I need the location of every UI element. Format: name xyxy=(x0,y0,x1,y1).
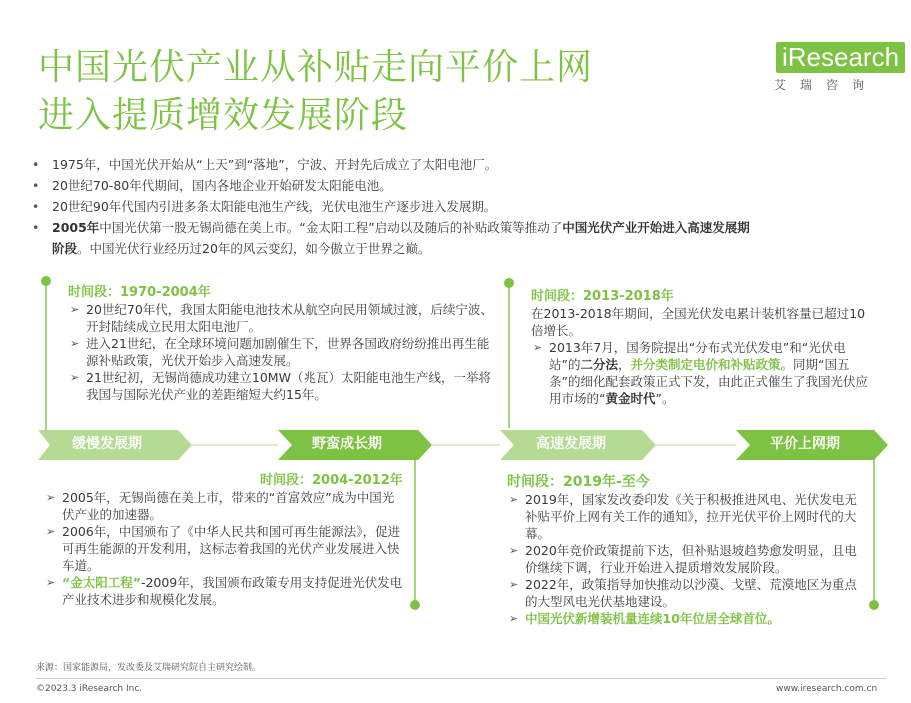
page-title xyxy=(38,44,698,140)
phase-1970-2004 xyxy=(68,284,500,403)
logo-cn: 艾瑞咨询 xyxy=(774,78,879,92)
phase-lead: 在2013-2018年期间，全国光伏发电累计装机容量已超过10倍增长。 xyxy=(531,306,866,338)
phase-emphasis: 二分法 xyxy=(580,357,618,372)
title-line-2: 进入提质增效发展阶段 xyxy=(38,95,409,136)
iresearch-logo xyxy=(770,40,900,98)
source-note: 来源：国家能源局，发改委及艾瑞研究院自主研究绘制。 xyxy=(36,663,262,673)
dot-3 xyxy=(504,278,514,288)
phase-item: ➢ 2019年，国家发改委印发《关于积极推进风电、光伏发电无补贴平价上网有关工作的通知》，拉开光伏平价上网时代的大幕。 xyxy=(507,491,859,542)
dot-1 xyxy=(41,276,51,286)
phase-item: ➢ 进入21世纪，在全球环境问题加剧催生下，世界各国政府纷纷推出再生能源补贴政策，光伏开始步入高速发展。 xyxy=(68,335,500,369)
phase-item: ➢ 2020年竞价政策提前下达，但补贴退坡趋势愈发明显，且电价继续下调，行业开始进入提质增效发展阶段。 xyxy=(507,542,859,576)
phase-text: ”。 xyxy=(655,391,675,406)
phase-heading: 时间段：2013-2018年 xyxy=(531,289,674,304)
footer-divider xyxy=(36,678,886,679)
title-line-1: 中国光伏产业从补贴走向平价上网 xyxy=(38,47,594,88)
phase-text: 2013年7月，国务院提出“分布式光伏发电”和“光伏电站”的 xyxy=(549,340,846,372)
phase-item: ➢ 2022年，政策指导加快推动以沙漠、戈壁、荒漠地区为重点的大型风电光伏基地建设。 xyxy=(507,576,859,610)
phase-2019-now xyxy=(507,474,859,627)
intro-list xyxy=(30,154,890,259)
connector-3 xyxy=(508,282,510,428)
phase-emphasis: 黄金时代 xyxy=(605,391,656,406)
phase-2013-2018 xyxy=(531,288,876,407)
phase-item: ➢ 2006年，中国颁布了《中华人民共和国可再生能源法》，促进可再生能源的开发利用，这标志着我国的光伏产业发展进入快车道。 xyxy=(44,523,406,574)
logo-brand: iResearch xyxy=(776,42,905,73)
intro-text: 中国光伏第一股无锡尚德在美上市。“金太阳工程”启动以及随后的补贴政策等推动了 xyxy=(99,220,563,235)
intro-year: 2005年 xyxy=(52,220,100,235)
phase-heading: 时间段：2004-2012年 xyxy=(260,473,403,488)
dot-4 xyxy=(869,600,879,610)
band-label-parity: 平价上网期 xyxy=(770,436,840,452)
phase-item: ➢ 21世纪初，无锡尚德成功建立10MW（兆瓦）太阳能电池生产线，一举将我国与国际光伏产业的差距缩短大约15年。 xyxy=(68,369,500,403)
intro-item: • 1975年，中国光伏开始从“上天”到“落地”，宁波、开封先后成立了太阳电池厂。 xyxy=(30,154,890,175)
band-labels xyxy=(0,428,911,460)
phase-text: -2009年，我国颁布政策专用支持促进光伏发电产业技术进步和规模化发展。 xyxy=(62,575,403,607)
dot-2 xyxy=(410,600,420,610)
phase-heading: 时间段：2019年-至今 xyxy=(507,474,650,490)
intro-item: • 20世纪90年代国内引进多条太阳能电池生产线，光伏电池生产逐步进入发展期。 xyxy=(30,196,890,217)
intro-item: • 20世纪70-80年代期间，国内各地企业开始研发太阳能电池。 xyxy=(30,175,890,196)
connector-2 xyxy=(414,458,416,608)
phase-highlight: ➢ 中国光伏新增装机量连续10年位居全球首位。 xyxy=(507,610,859,627)
band-label-wild: 野蛮成长期 xyxy=(312,436,382,452)
band-label-fast: 高速发展期 xyxy=(536,436,606,452)
connector-1 xyxy=(45,280,47,430)
copyright: ©2023.3 iResearch Inc. xyxy=(36,684,143,694)
phase-highlight: “金太阳工程” xyxy=(62,575,141,590)
phase-item: ➢ 2005年，无锡尚德在美上市，带来的“首富效应”成为中国光伏产业的加速器。 xyxy=(44,489,406,523)
phase-item xyxy=(531,339,876,407)
phase-text: ， xyxy=(618,357,631,372)
intro-emphasis: 中国光伏产业开始进入高速发展期 xyxy=(562,220,750,235)
phase-2004-2012 xyxy=(44,472,406,608)
phase-item: ➢ 20世纪70年代，我国太阳能电池技术从航空向民用领域过渡，后续宁波、开封陆续成立民用太阳电池厂。 xyxy=(68,301,500,335)
phase-highlight: 并分类制定电价和补贴政策 xyxy=(630,357,781,372)
intro-emphasis-2: 阶段 xyxy=(52,241,78,256)
phase-heading: 时间段：1970-2004年 xyxy=(68,285,211,300)
phase-text: 。同期“国五条”的细化配套政策正式下发，由此正式催生了我国光伏应用市场的“ xyxy=(549,357,868,406)
intro-item xyxy=(30,217,890,259)
intro-text-2: 。中国光伏行业经历过20年的风云变幻，如今傲立于世界之巅。 xyxy=(77,241,431,256)
website-link[interactable]: www.iresearch.com.cn xyxy=(776,684,878,694)
connector-4 xyxy=(873,458,875,606)
band-label-slow: 缓慢发展期 xyxy=(72,436,142,452)
phase-item xyxy=(44,574,406,608)
